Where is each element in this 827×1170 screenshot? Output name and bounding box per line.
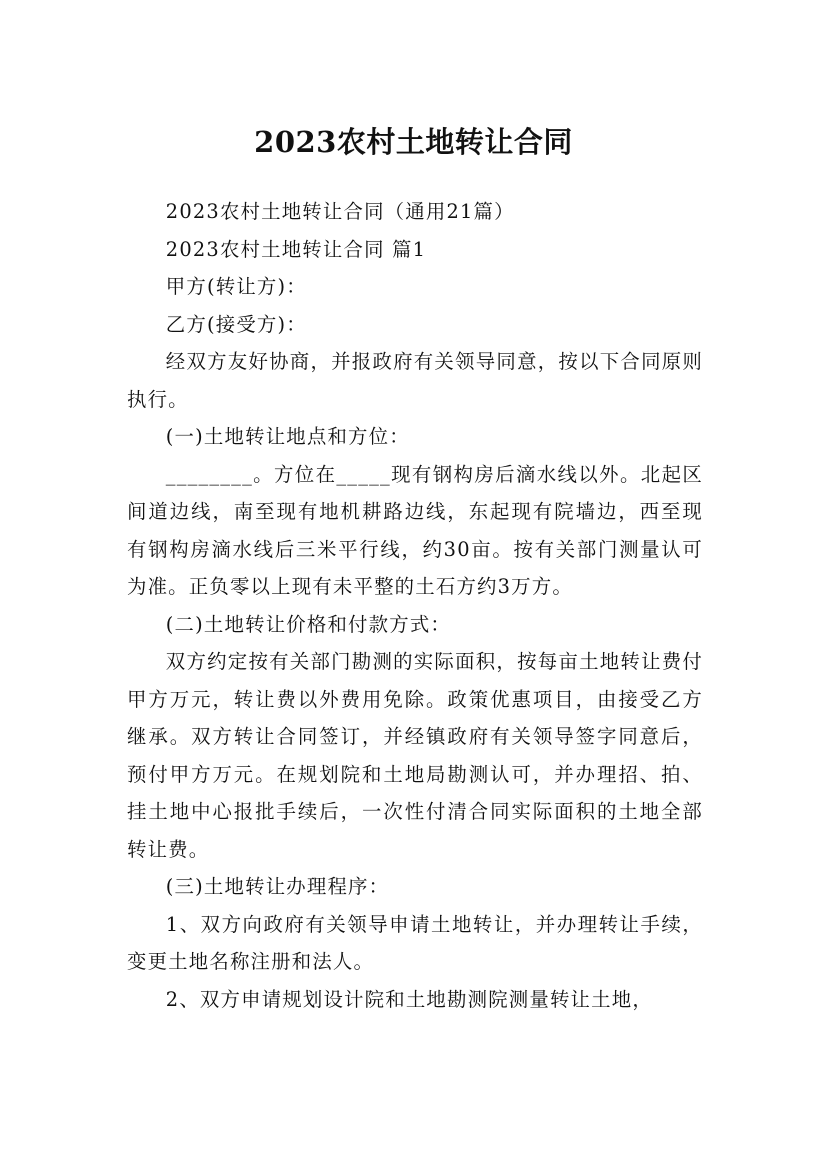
paragraph: (一)土地转让地点和方位： bbox=[165, 425, 410, 448]
paragraph: 2023农村土地转让合同（通用21篇） bbox=[165, 200, 515, 223]
paragraph: 2023农村土地转让合同 篇1 bbox=[165, 237, 427, 261]
document-body bbox=[127, 193, 703, 1018]
paragraph: 1、双方向政府有关领导申请土地转让，并办理转让手续，变更土地名称注册和法人。 bbox=[127, 912, 703, 973]
paragraph: 经双方友好协商，并报政府有关领导同意，按以下合同原则执行。 bbox=[127, 350, 703, 411]
paragraph: ________。方位在_____现有钢构房后滴水线以外。北起区间道边线，南至现有地机耕路边线，东起现有院墙边，西至现有钢构房滴水线后三米平行线，约30亩。按有关部门测量认可为准。正负零以上现有未平整的土石方约3万方。 bbox=[127, 462, 703, 598]
paragraph: 乙方(接受方)： bbox=[165, 312, 307, 336]
document-title: 2023农村土地转让合同 bbox=[254, 125, 573, 160]
paragraph: 2、双方申请规划设计院和土地勘测院测量转让土地， bbox=[165, 987, 653, 1011]
paragraph: (三)土地转让办理程序： bbox=[165, 875, 390, 898]
paragraph: (二)土地转让价格和付款方式： bbox=[165, 612, 452, 636]
paragraph: 甲方(转让方)： bbox=[165, 275, 307, 298]
paragraph: 双方约定按有关部门勘测的实际面积，按每亩土地转让费付甲方万元，转让费以外费用免除。政策优惠项目，由接受乙方继承。双方转让合同签订，并经镇政府有关领导签字同意后，预付甲方万元。在规划院和土地局勘测认可，并办理招、拍、挂土地中心报批手续后，一次性付清合同实际面积的土地全部转让费。 bbox=[127, 650, 703, 861]
